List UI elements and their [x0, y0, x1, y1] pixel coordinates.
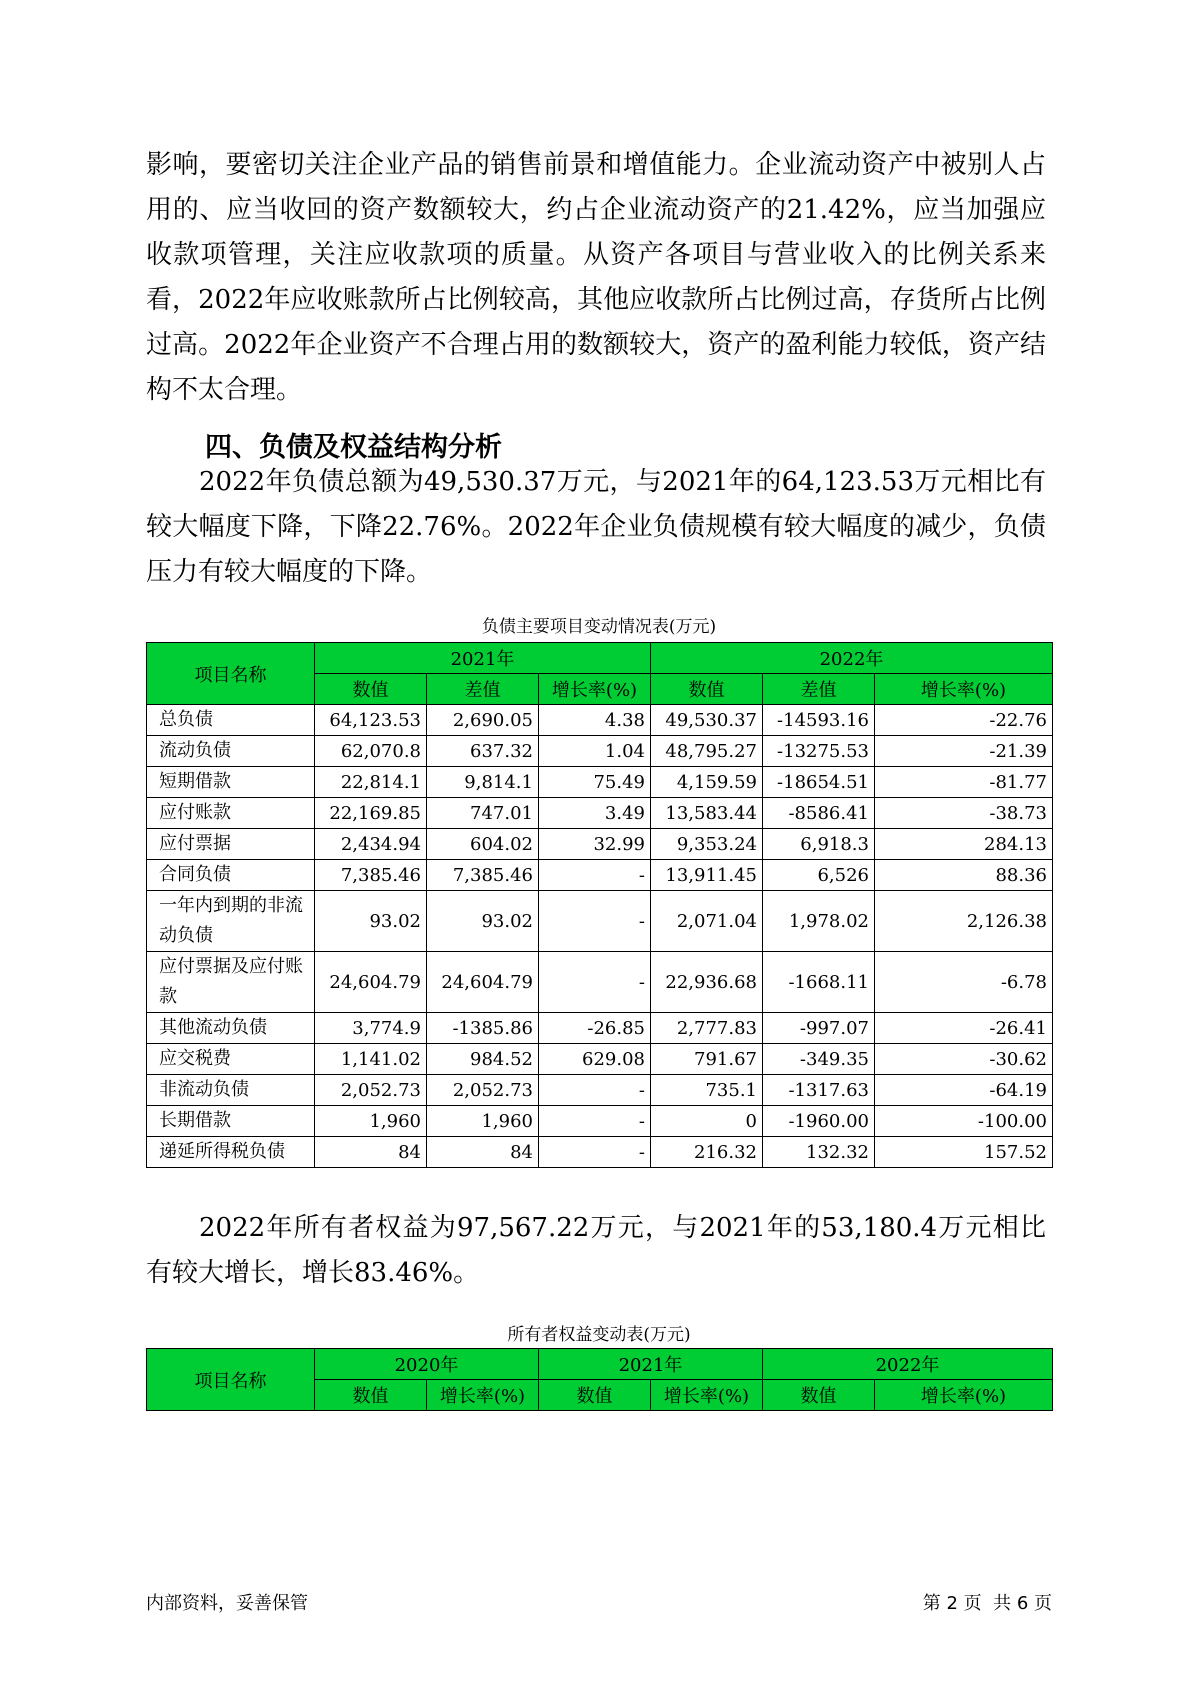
table-cell: 62,070.8 [315, 736, 427, 767]
table-cell: 2,126.38 [875, 891, 1053, 952]
row-label: 应付票据 [147, 829, 315, 860]
table-cell: 629.08 [539, 1044, 651, 1075]
header-subcolumn: 差值 [427, 674, 539, 705]
table-row [147, 829, 1053, 860]
table-cell: 984.52 [427, 1044, 539, 1075]
table-row [147, 1106, 1053, 1137]
table-cell: 84 [427, 1137, 539, 1168]
equity-table [146, 1348, 1053, 1411]
table-cell: 93.02 [427, 891, 539, 952]
table-cell: 216.32 [651, 1137, 763, 1168]
header-subcolumn: 差值 [763, 674, 875, 705]
table-cell: 7,385.46 [427, 860, 539, 891]
table-cell: 9,353.24 [651, 829, 763, 860]
table-cell: -22.76 [875, 705, 1053, 736]
row-label: 非流动负债 [147, 1075, 315, 1106]
header-subcolumn: 数值 [651, 674, 763, 705]
table-cell: 1,141.02 [315, 1044, 427, 1075]
table-row [147, 767, 1053, 798]
table-cell: 2,434.94 [315, 829, 427, 860]
header-year-2022: 2022年 [763, 1349, 1053, 1380]
table-cell: -13275.53 [763, 736, 875, 767]
table-cell: 9,814.1 [427, 767, 539, 798]
table-row [147, 1137, 1053, 1168]
paragraph-equity-summary: 2022年所有者权益为97,567.22万元，与2021年的53,180.4万元相比有较大增长，增长83.46%。 [146, 1213, 1046, 1288]
table-row [147, 952, 1053, 1013]
table-cell: 6,918.3 [763, 829, 875, 860]
table-cell: 3,774.9 [315, 1013, 427, 1044]
table-row [147, 1013, 1053, 1044]
table-row [147, 736, 1053, 767]
table-cell: 84 [315, 1137, 427, 1168]
table-cell: 1,978.02 [763, 891, 875, 952]
table-cell: 791.67 [651, 1044, 763, 1075]
table-cell: -21.39 [875, 736, 1053, 767]
header-year-2022: 2022年 [651, 643, 1053, 674]
equity-table-caption: 所有者权益变动表(万元) [507, 1325, 691, 1345]
table-cell: 284.13 [875, 829, 1053, 860]
header-subcolumn: 增长率(%) [875, 1380, 1053, 1411]
table-cell: 6,526 [763, 860, 875, 891]
table-cell: 22,169.85 [315, 798, 427, 829]
row-label: 合同负债 [147, 860, 315, 891]
header-subcolumn: 增长率(%) [651, 1380, 763, 1411]
table-cell: -6.78 [875, 952, 1053, 1013]
table-row [147, 860, 1053, 891]
table-cell: 637.32 [427, 736, 539, 767]
row-label: 递延所得税负债 [147, 1137, 315, 1168]
header-item-name: 项目名称 [147, 643, 315, 705]
row-label: 流动负债 [147, 736, 315, 767]
table-cell: 64,123.53 [315, 705, 427, 736]
table-row [147, 705, 1053, 736]
table-cell: -100.00 [875, 1106, 1053, 1137]
row-label: 应交税费 [147, 1044, 315, 1075]
table-cell: 2,690.05 [427, 705, 539, 736]
table-cell: 7,385.46 [315, 860, 427, 891]
footer-page-number: 第 2 页 共 6 页 [922, 1593, 1052, 1614]
table-cell: -1960.00 [763, 1106, 875, 1137]
table-cell: 0 [651, 1106, 763, 1137]
table-cell: 604.02 [427, 829, 539, 860]
row-label: 长期借款 [147, 1106, 315, 1137]
header-subcolumn: 数值 [315, 674, 427, 705]
header-year-2020: 2020年 [315, 1349, 539, 1380]
table-row [147, 1075, 1053, 1106]
table-cell: -64.19 [875, 1075, 1053, 1106]
table-cell: - [539, 1106, 651, 1137]
table-row [147, 891, 1053, 952]
liability-table-caption: 负债主要项目变动情况表(万元) [481, 617, 717, 637]
table-cell: 13,911.45 [651, 860, 763, 891]
header-subcolumn: 数值 [315, 1380, 427, 1411]
table-cell: 13,583.44 [651, 798, 763, 829]
table-cell: 1.04 [539, 736, 651, 767]
table-cell: -30.62 [875, 1044, 1053, 1075]
header-subcolumn: 数值 [763, 1380, 875, 1411]
table-cell: - [539, 1137, 651, 1168]
table-cell: - [539, 860, 651, 891]
table-cell: 93.02 [315, 891, 427, 952]
table-cell: 157.52 [875, 1137, 1053, 1168]
table-cell: -38.73 [875, 798, 1053, 829]
table-cell: 2,052.73 [427, 1075, 539, 1106]
table-cell: -18654.51 [763, 767, 875, 798]
table-cell: -26.41 [875, 1013, 1053, 1044]
header-subcolumn: 增长率(%) [875, 674, 1053, 705]
header-subcolumn: 增长率(%) [427, 1380, 539, 1411]
table-cell: - [539, 1075, 651, 1106]
table-row [147, 1044, 1053, 1075]
table-cell: - [539, 952, 651, 1013]
table-row [147, 798, 1053, 829]
table-cell: 2,777.83 [651, 1013, 763, 1044]
table-cell: 75.49 [539, 767, 651, 798]
table-cell: -14593.16 [763, 705, 875, 736]
table-cell: -1668.11 [763, 952, 875, 1013]
header-subcolumn: 数值 [539, 1380, 651, 1411]
table-cell: 132.32 [763, 1137, 875, 1168]
table-cell: 24,604.79 [427, 952, 539, 1013]
row-label: 一年内到期的非流动负债 [147, 891, 315, 952]
table-cell: 3.49 [539, 798, 651, 829]
paragraph-liability-summary: 2022年负债总额为49,530.37万元，与2021年的64,123.53万元相比有较大幅度下降，下降22.76%。2022年企业负债规模有较大幅度的减少，负债压力有较大幅度的下降。 [146, 467, 1046, 587]
header-subcolumn: 增长率(%) [539, 674, 651, 705]
row-label: 其他流动负债 [147, 1013, 315, 1044]
table-cell: 88.36 [875, 860, 1053, 891]
row-label: 总负债 [147, 705, 315, 736]
table-cell: 48,795.27 [651, 736, 763, 767]
header-year-2021: 2021年 [315, 643, 651, 674]
row-label: 短期借款 [147, 767, 315, 798]
table-cell: 4.38 [539, 705, 651, 736]
row-label: 应付票据及应付账款 [147, 952, 315, 1013]
table-cell: -1317.63 [763, 1075, 875, 1106]
header-item-name: 项目名称 [147, 1349, 315, 1411]
liability-table [146, 642, 1053, 1168]
table-cell: 4,159.59 [651, 767, 763, 798]
table-cell: 32.99 [539, 829, 651, 860]
table-cell: 747.01 [427, 798, 539, 829]
table-cell: 735.1 [651, 1075, 763, 1106]
table-cell: -1385.86 [427, 1013, 539, 1044]
header-year-2021: 2021年 [539, 1349, 763, 1380]
table-cell: -349.35 [763, 1044, 875, 1075]
table-cell: -8586.41 [763, 798, 875, 829]
table-cell: - [539, 891, 651, 952]
table-cell: 2,052.73 [315, 1075, 427, 1106]
footer-confidential-note: 内部资料，妥善保管 [146, 1593, 308, 1614]
table-cell: 24,604.79 [315, 952, 427, 1013]
section-heading: 四、负债及权益结构分析 [205, 432, 502, 463]
paragraph-asset-analysis: 影响，要密切关注企业产品的销售前景和增值能力。企业流动资产中被别人占用的、应当收回的资产数额较大，约占企业流动资产的21.42%，应当加强应收款项管理，关注应收款项的质量。从资产各项目与营业收入的比例关系来看，2022年应收账款所占比例较高，其他应收款所占比例过高，存货所占比例过高。2022年企业资产不合理占用的数额较大，资产的盈利能力较低，资产结构不太合理。 [146, 150, 1046, 405]
table-cell: -26.85 [539, 1013, 651, 1044]
table-cell: 22,814.1 [315, 767, 427, 798]
table-cell: 1,960 [315, 1106, 427, 1137]
table-cell: 1,960 [427, 1106, 539, 1137]
table-cell: 22,936.68 [651, 952, 763, 1013]
table-cell: 2,071.04 [651, 891, 763, 952]
table-cell: -81.77 [875, 767, 1053, 798]
row-label: 应付账款 [147, 798, 315, 829]
table-cell: 49,530.37 [651, 705, 763, 736]
table-cell: -997.07 [763, 1013, 875, 1044]
